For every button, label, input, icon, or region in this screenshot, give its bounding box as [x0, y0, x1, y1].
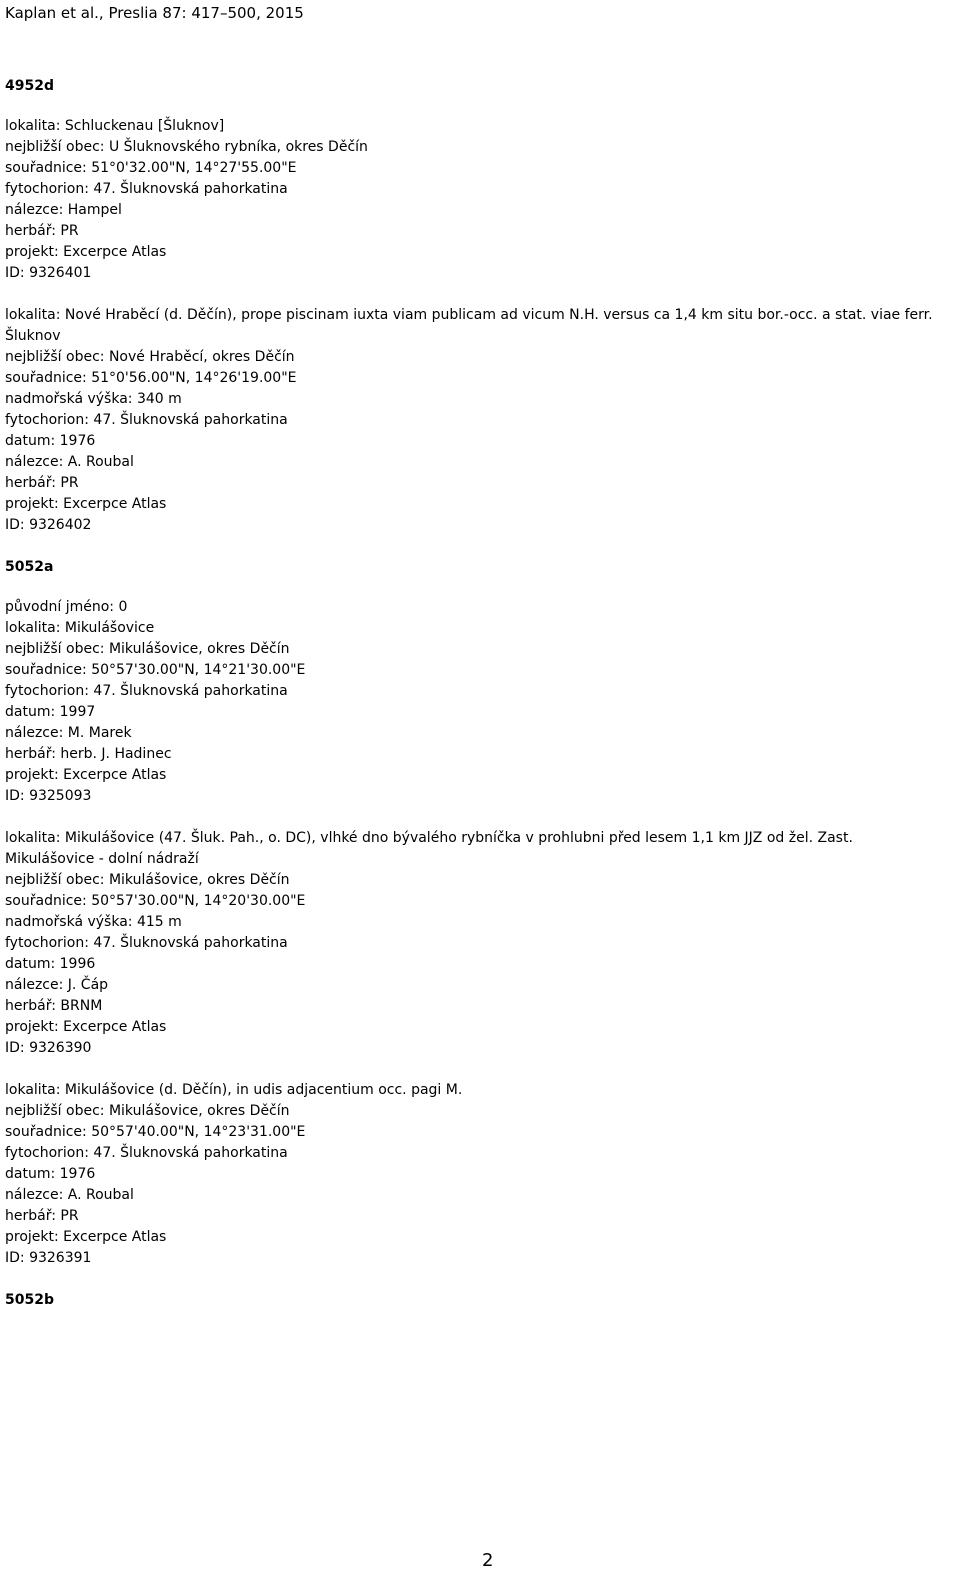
document-body [5, 76, 955, 1330]
record-line: datum: 1996 [5, 956, 96, 972]
record-line: projekt: Excerpce Atlas [5, 1019, 167, 1035]
page-number: 2 [482, 1550, 494, 1571]
record-line: nálezce: Hampel [5, 202, 122, 218]
record-line: souřadnice: 50°57'30.00"N, 14°21'30.00"E [5, 662, 306, 678]
record-line: datum: 1997 [5, 704, 96, 720]
record-line: nálezce: A. Roubal [5, 454, 134, 470]
record-line: fytochorion: 47. Šluknovská pahorkatina [5, 1145, 288, 1161]
record-line: projekt: Excerpce Atlas [5, 767, 167, 783]
record-line: herbář: PR [5, 1208, 79, 1224]
record-line: nálezce: A. Roubal [5, 1187, 134, 1203]
record-line: herbář: PR [5, 475, 79, 491]
record-entry [5, 116, 955, 284]
record-line: projekt: Excerpce Atlas [5, 244, 167, 260]
record-line: nejbližší obec: Nové Hraběcí, okres Děčín [5, 349, 295, 365]
record-line: nejbližší obec: Mikulášovice, okres Děčín [5, 641, 290, 657]
record-line: herbář: PR [5, 223, 79, 239]
record-line: projekt: Excerpce Atlas [5, 496, 167, 512]
record-line: fytochorion: 47. Šluknovská pahorkatina [5, 412, 288, 428]
record-line: herbář: herb. J. Hadinec [5, 746, 172, 762]
record-line: lokalita: Mikulášovice (d. Děčín), in udis adjacentium occ. pagi M. [5, 1082, 463, 1098]
record-line: datum: 1976 [5, 433, 96, 449]
record-line: projekt: Excerpce Atlas [5, 1229, 167, 1245]
section-code: 5052a [5, 559, 54, 575]
section-5052b [5, 1290, 955, 1330]
record-line: herbář: BRNM [5, 998, 103, 1014]
record-line: ID: 9325093 [5, 788, 92, 804]
record-line: nadmořská výška: 340 m [5, 391, 182, 407]
record-line: datum: 1976 [5, 1166, 96, 1182]
record-line: původní jméno: 0 [5, 599, 128, 615]
record-line: ID: 9326391 [5, 1250, 92, 1266]
sections-container [5, 76, 955, 1330]
record-line: ID: 9326402 [5, 517, 92, 533]
record-line: fytochorion: 47. Šluknovská pahorkatina [5, 683, 288, 699]
record-line: nadmořská výška: 415 m [5, 914, 182, 930]
record-entry [5, 597, 955, 807]
record-line: nejbližší obec: U Šluknovského rybníka, okres Děčín [5, 139, 368, 155]
record-line: lokalita: Nové Hraběcí (d. Děčín), prope piscinam iuxta viam publicam ad vicum N.H. versus ca 1,4 km situ bor.-occ. a stat. viae ferr. [5, 307, 933, 323]
record-line: nálezce: J. Čáp [5, 977, 109, 993]
record-line: lokalita: Mikulášovice (47. Šluk. Pah., o. DC), vlhké dno bývalého rybníčka v prohlubni před lesem 1,1 km JJZ od žel. Zast. [5, 830, 853, 846]
running-header: Kaplan et al., Preslia 87: 417–500, 2015 [5, 4, 304, 22]
record-line: souřadnice: 51°0'32.00"N, 14°27'55.00"E [5, 160, 297, 176]
record-line: Šluknov [5, 328, 61, 344]
record-line: lokalita: Mikulášovice [5, 620, 155, 636]
record-entry [5, 1080, 955, 1269]
record-line: souřadnice: 50°57'40.00"N, 14°23'31.00"E [5, 1124, 306, 1140]
section-code: 5052b [5, 1292, 54, 1308]
section-5052a [5, 557, 955, 1290]
section-4952d [5, 76, 955, 557]
record-line: souřadnice: 50°57'30.00"N, 14°20'30.00"E [5, 893, 306, 909]
record-line: nejbližší obec: Mikulášovice, okres Děčín [5, 872, 290, 888]
record-line: fytochorion: 47. Šluknovská pahorkatina [5, 181, 288, 197]
record-line: ID: 9326401 [5, 265, 92, 281]
record-line: fytochorion: 47. Šluknovská pahorkatina [5, 935, 288, 951]
record-line: ID: 9326390 [5, 1040, 92, 1056]
record-line: lokalita: Schluckenau [Šluknov] [5, 118, 225, 134]
record-entry [5, 828, 955, 1059]
record-line: nálezce: M. Marek [5, 725, 132, 741]
record-line: souřadnice: 51°0'56.00"N, 14°26'19.00"E [5, 370, 297, 386]
record-line: Mikulášovice - dolní nádraží [5, 851, 199, 867]
record-line: nejbližší obec: Mikulášovice, okres Děčín [5, 1103, 290, 1119]
record-entry [5, 305, 955, 536]
section-code: 4952d [5, 78, 54, 94]
